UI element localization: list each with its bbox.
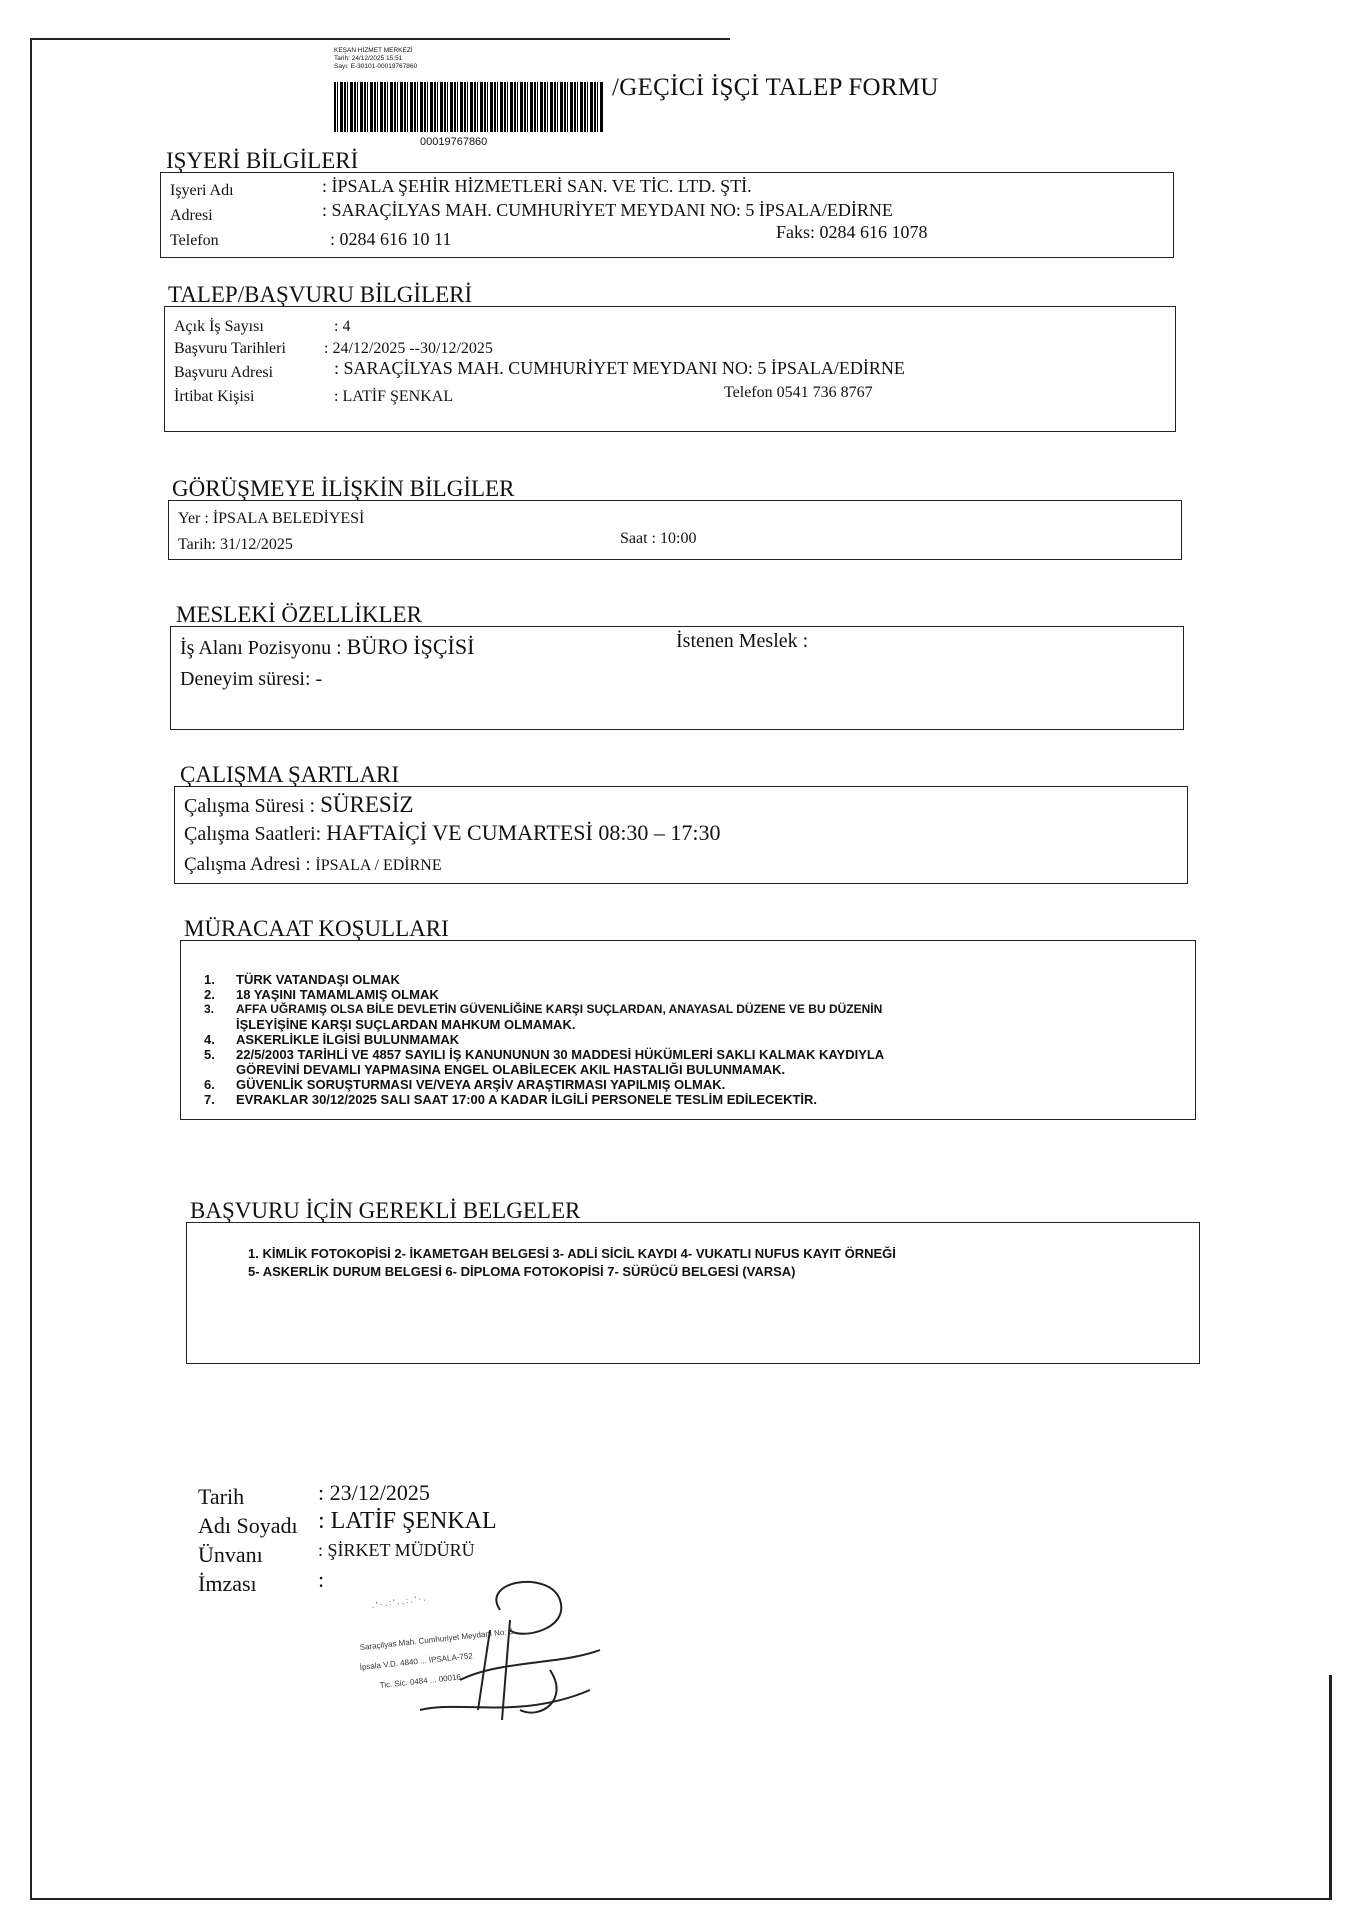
calisma-adres <box>184 854 442 876</box>
section-title-muracaat: MÜRACAAT KOŞULLARI <box>184 916 449 941</box>
imza-adsoyad-label: Adı Soyadı <box>198 1513 298 1538</box>
mesleki-pozisyon <box>180 634 474 660</box>
page-frame-top <box>30 38 730 40</box>
calisma-sure-value: SÜRESİZ <box>320 792 414 817</box>
stamp-dots: . ' · . : ' . , : . ' · . <box>371 1593 427 1610</box>
calisma-saat-label: Çalışma Saatleri: <box>184 823 322 845</box>
imza-imza-label: İmzası <box>198 1571 257 1596</box>
talep-adres-value: : SARAÇİLYAS MAH. CUMHURİYET MEYDANI NO: 5 İPSALA/EDİRNE <box>334 358 905 378</box>
calisma-saat-value: HAFTAİÇİ VE CUMARTESİ 08:30 – 17:30 <box>326 820 721 845</box>
talep-telefon: Telefon 0541 736 8767 <box>724 384 873 401</box>
imza-imza-value: : <box>318 1567 325 1592</box>
list-item: 1. TÜRK VATANDAŞI OLMAK <box>204 972 400 987</box>
section-title-calisma: ÇALIŞMA ŞARTLARI <box>180 762 400 787</box>
signature-graphic <box>360 1570 690 1730</box>
talep-irtibat-label: İrtibat Kişisi <box>174 388 255 405</box>
registry-stamp <box>334 47 417 71</box>
page-frame-bottom <box>30 1898 1330 1900</box>
isyeri-telefon-value: : 0284 616 10 11 <box>330 229 452 249</box>
barcode <box>334 82 604 132</box>
belgeler-box <box>186 1222 1200 1364</box>
list-item: 4. ASKERLİKLE İLGİSİ BULUNMAMAK <box>204 1032 460 1047</box>
imza-unvan-value: : ŞİRKET MÜDÜRÜ <box>318 1540 475 1560</box>
talep-adres-label: Başvuru Adresi <box>174 364 274 381</box>
calisma-saat <box>184 820 721 846</box>
gorusme-yer: Yer : İPSALA BELEDİYESİ <box>178 510 365 527</box>
belgeler-line-2: 5- ASKERLİK DURUM BELGESİ 6- DİPLOMA FOTOKOPİSİ 7- SÜRÜCÜ BELGESİ (VARSA) <box>248 1264 796 1279</box>
mesleki-deneyim: Deneyim süresi: - <box>180 668 323 690</box>
calisma-sure <box>184 792 413 818</box>
page-frame-right <box>1329 1675 1332 1900</box>
talep-tarihler-value: : 24/12/2025 --30/12/2025 <box>324 340 493 357</box>
list-item: 6. GÜVENLİK SORUŞTURMASI VE/VEYA ARŞİV ARAŞTIRMASI YAPILMIŞ OLMAK. <box>204 1077 726 1092</box>
stamp-line: Tarih: 24/12/2025 15:51 <box>334 55 403 62</box>
mesleki-pozisyon-value: BÜRO İŞÇİSİ <box>346 634 475 659</box>
list-item: İŞLEYİŞİNE KARŞI SUÇLARDAN MAHKUM OLMAMAK. <box>236 1017 576 1032</box>
section-title-belgeler: BAŞVURU İÇİN GEREKLİ BELGELER <box>190 1198 581 1223</box>
belgeler-line-1: 1. KİMLİK FOTOKOPİSİ 2- İKAMETGAH BELGESİ 3- ADLİ SİCİL KAYDI 4- VUKATLI NUFUS KAYIT ÖRNEĞİ <box>248 1246 896 1261</box>
mesleki-pozisyon-label: İş Alanı Pozisyonu : <box>180 637 342 659</box>
isyeri-adres-value: : SARAÇİLYAS MAH. CUMHURİYET MEYDANI NO: 5 İPSALA/EDİRNE <box>322 200 893 220</box>
list-item: 2. 18 YAŞINI TAMAMLAMIŞ OLMAK <box>204 987 439 1002</box>
isyeri-telefon-label: Telefon <box>170 232 219 249</box>
page-frame-left <box>30 40 32 1900</box>
talep-tarihler-label: Başvuru Tarihleri <box>174 340 286 357</box>
imza-tarih-label: Tarih <box>198 1484 245 1509</box>
talep-acik-is-label: Açık İş Sayısı <box>174 318 264 335</box>
section-title-gorusme: GÖRÜŞMEYE İLİŞKİN BİLGİLER <box>172 476 515 501</box>
isyeri-ad-value: : İPSALA ŞEHİR HİZMETLERİ SAN. VE TİC. LTD. ŞTİ. <box>322 176 752 196</box>
isyeri-adres-label: Adresi <box>170 207 213 224</box>
talep-acik-is-value: : 4 <box>334 318 351 335</box>
talep-irtibat-value: : LATİF ŞENKAL <box>334 388 454 405</box>
barcode-number: 00019767860 <box>420 136 488 148</box>
section-title-mesleki: MESLEKİ ÖZELLİKLER <box>176 602 422 627</box>
stamp-text-2: İpsala V.D. 4840 ... İPSALA-752 <box>360 1651 474 1672</box>
isyeri-ad-label: Işyeri Adı <box>170 182 234 199</box>
stamp-text-3: Tic. Sic. 0484 ... 00016 <box>379 1672 462 1690</box>
imza-unvan-label: Ünvanı <box>198 1542 263 1567</box>
list-item: 3. AFFA UĞRAMIŞ OLSA BİLE DEVLETİN GÜVENLİĞİNE KARŞI SUÇLARDAN, ANAYASAL DÜZENE VE BU DÜZENİN <box>204 1002 883 1016</box>
form-title: /GEÇİCİ İŞÇİ TALEP FORMU <box>612 74 939 101</box>
isyeri-faks: Faks: 0284 616 1078 <box>776 222 928 242</box>
signature-labels <box>198 1482 298 1598</box>
list-item: 7. EVRAKLAR 30/12/2025 SALI SAAT 17:00 A KADAR İLGİLİ PERSONELE TESLİM EDİLECEKTİR. <box>204 1092 818 1107</box>
section-title-talep: TALEP/BAŞVURU BİLGİLERİ <box>168 282 473 307</box>
mesleki-istenen-meslek: İstenen Meslek : <box>676 630 809 652</box>
imza-adsoyad-value: : LATİF ŞENKAL <box>318 1508 497 1534</box>
stamp-line: Sayı: E-30101-00019767860 <box>334 63 418 70</box>
stamp-line: KEŞAN HİZMET MERKEZİ <box>334 47 413 54</box>
list-item: GÖREVİNİ DEVAMLI YAPMASINA ENGEL OLABİLECEK AKIL HASTALIĞI BULUNMAMAK. <box>236 1062 786 1077</box>
section-title-isyeri: IŞYERİ BİLGİLERİ <box>166 148 359 173</box>
gorusme-tarih: Tarih: 31/12/2025 <box>178 536 293 553</box>
muracaat-list <box>204 972 1184 1107</box>
calisma-adres-label: Çalışma Adresi : <box>184 854 311 875</box>
calisma-sure-label: Çalışma Süresi : <box>184 795 316 817</box>
gorusme-saat: Saat : 10:00 <box>620 530 697 547</box>
company-stamp-signature <box>360 1570 690 1730</box>
list-item: 5. 22/5/2003 TARİHLİ VE 4857 SAYILI İŞ KANUNUNUN 30 MADDESİ HÜKÜMLERİ SAKLI KALMAK KAYDIYLA <box>204 1047 885 1062</box>
calisma-adres-value: İPSALA / EDİRNE <box>315 857 442 874</box>
stamp-text-1: Saraçilyas Mah. Cumhuriyet Meydanı No: 5 <box>360 1626 514 1652</box>
imza-tarih-value: : 23/12/2025 <box>318 1480 430 1505</box>
